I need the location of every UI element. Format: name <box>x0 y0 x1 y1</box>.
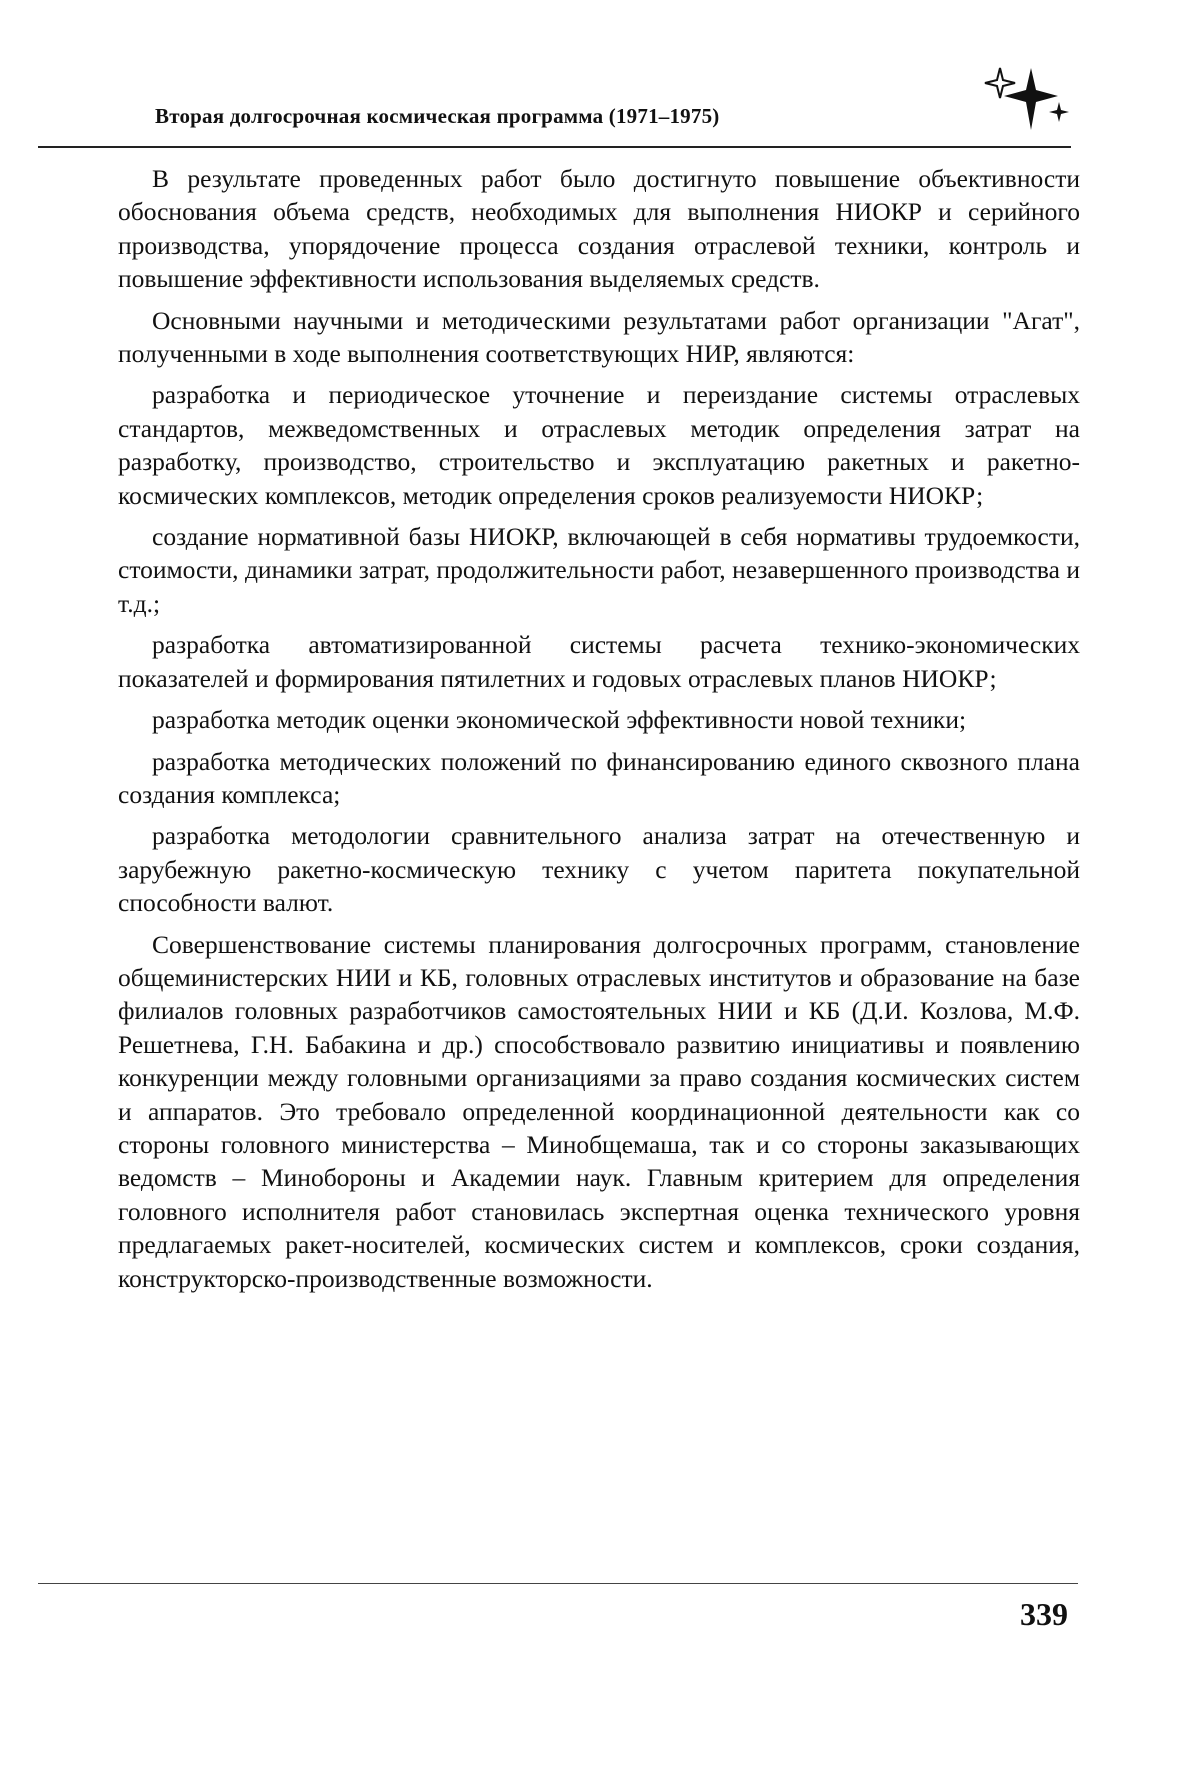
list-item: разработка методологии сравнительного анализа затрат на отечественную и зарубежную ракетно-космическую технику с учетом паритета покупательной способности валют. <box>118 821 1080 918</box>
list-item: разработка автоматизированной системы расчета технико-экономических показателей и формирования пятилетних и годовых отраслевых планов НИОКР; <box>118 630 1080 693</box>
paragraph: Основными научными и методическими результатами работ организации "Агат", полученными в ходе выполнения соответствующих НИР, являются: <box>118 305 1080 369</box>
page-number: 339 <box>1020 1596 1068 1632</box>
paragraph: Совершенствование системы планирования долгосрочных программ, становление общеминистерских НИИ и КБ, головных отраслевых институтов и образование на базе филиалов головных разработчиков самостоятельных НИИ и КБ (Д.И. Козлова, М.Ф. Решетнева, Г.Н. Бабакина и др.) способствовало развитию инициативы и появлению конкуренции между головными организациями за право создания космических систем и аппаратов. Это требовало определенной координационной деятельности как со стороны головного министерства – Минобщемаша, так и со стороны заказывающих ведомств – Минобороны и Академии наук. Главным критерием для определения головного исполнителя работ становилась экспертная оценка технического уровня предлагаемых ракет-носителей, космических систем и комплексов, сроки создания, конструкторско-производственные возможности. <box>118 929 1080 1293</box>
header-rule <box>38 146 1071 148</box>
list-item: разработка и периодическое уточнение и переиздание системы отраслевых стандартов, межведомственных и отраслевых методик определения затрат на разработку, производство, строительство и эксплуатацию ракетных и ракетно-космических комплексов, методик определения сроков реализуемости НИОКР; <box>118 380 1080 510</box>
running-head: Вторая долгосрочная космическая программа (1971–1975) <box>155 104 720 128</box>
footer-rule <box>38 1583 1078 1584</box>
list-item: создание нормативной базы НИОКР, включающей в себя нормативы трудоемкости, стоимости, динамики затрат, продолжительности работ, незавершенного производства и т.д.; <box>118 522 1080 618</box>
list-item: разработка методических положений по финансированию единого сквозного плана создания комплекса; <box>118 746 1080 809</box>
body-text <box>118 162 1080 1303</box>
four-point-stars-icon <box>973 62 1073 142</box>
paragraph: В результате проведенных работ было достигнуто повышение объективности обоснования объема средств, необходимых для выполнения НИОКР и серийного производства, упорядочение процесса создания отраслевой техники, контроль и повышение эффективности использования выделяемых средств. <box>118 164 1080 294</box>
list-item: разработка методик оценки экономической эффективности новой техники; <box>152 705 967 735</box>
